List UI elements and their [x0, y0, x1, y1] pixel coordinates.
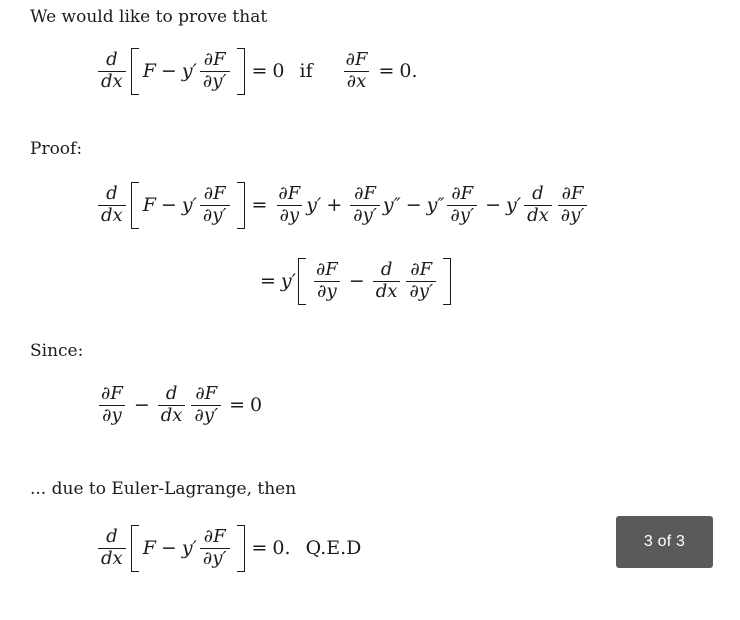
page-counter-badge: 3 of 3	[616, 516, 713, 568]
fraction-dF-dyprime: $\frac{\partial F}{\partial y'}$	[191, 385, 221, 426]
fraction-dF-dyprime: $\frac{\partial F}{\partial y'}$	[200, 185, 230, 226]
bracket-group: $\frac{\partial F}{\partial y}$ − $\frac{d}{dx}$ $\frac{\partial F}{\partial y'}$	[296, 258, 453, 305]
fraction-dF-dy: $\frac{\partial F}{\partial y}$	[101, 383, 123, 426]
fraction-d-dx: $\frac{d}{dx}$	[98, 528, 126, 569]
bracket-left-icon	[298, 258, 306, 305]
equation-conclusion: $\frac{d}{dx}$ F − y′ $\frac{\partial F}{\partial y'}$ = 0. Q.E.D	[0, 525, 366, 572]
bracket-group: F − y′ $\frac{\partial F}{\partial y'}$	[129, 48, 247, 95]
equation-derivation-line2: = y′ $\frac{\partial F}{\partial y}$ − $\frac{d}{dx}$ $\frac{\partial F}{\partial y'}$	[0, 258, 453, 305]
equation-statement: $\frac{d}{dx}$ F − y′ $\frac{\partial F}{\partial y'}$ = 0 if $\frac{\partial F}{\partial x}$ = 0.	[0, 48, 418, 95]
fraction-dF-dyprime: $\frac{\partial F}{\partial y'}$	[200, 51, 230, 92]
fraction-d-dx: $\frac{d}{dx}$	[373, 261, 401, 302]
bracket-group: F − y′ $\frac{\partial F}{\partial y'}$	[129, 182, 247, 229]
fraction-dF-dyprime: $\frac{\partial F}{\partial y'}$	[447, 185, 477, 226]
equation-derivation-line1: $\frac{d}{dx}$ F − y′ $\frac{\partial F}{\partial y'}$ = $\frac{\partial F}{\partial y}$ y′ + $\frac{\partial F}{\partial y'}$ y″ − y″ $\frac{\partial F}{\partial y'}$ − y′ $\frac{d}{dx}$ $\frac{\partial F}{\partial y'}$	[0, 182, 590, 229]
qed-label: Q.E.D	[305, 537, 362, 560]
fraction-dF-dx: $\frac{\partial F}{\partial x}$	[345, 49, 368, 92]
bracket-left-icon	[131, 525, 139, 572]
euler-note-text: ... due to Euler-Lagrange, then	[30, 479, 297, 499]
bracket-group: F − y′ $\frac{\partial F}{\partial y'}$	[129, 525, 247, 572]
fraction-d-dx: $\frac{d}{dx}$	[524, 185, 552, 226]
proof-label: Proof:	[30, 139, 83, 159]
bracket-right-icon	[443, 258, 451, 305]
fraction-dF-dy: $\frac{\partial F}{\partial y}$	[315, 259, 338, 302]
fraction-dF-dyprime: $\frac{\partial F}{\partial y'}$	[406, 261, 436, 302]
bracket-right-icon	[237, 182, 245, 229]
fraction-d-dx: $\frac{d}{dx}$	[98, 51, 126, 92]
fraction-dF-dyprime: $\frac{\partial F}{\partial y'}$	[558, 185, 588, 226]
bracket-right-icon	[237, 525, 245, 572]
bracket-right-icon	[237, 48, 245, 95]
bracket-left-icon	[131, 48, 139, 95]
fraction-d-dx: $\frac{d}{dx}$	[158, 385, 186, 426]
fraction-dF-dyprime: $\frac{\partial F}{\partial y'}$	[350, 185, 380, 226]
fraction-d-dx: $\frac{d}{dx}$	[98, 185, 126, 226]
bracket-left-icon	[131, 182, 139, 229]
fraction-dF-dyprime: $\frac{\partial F}{\partial y'}$	[200, 528, 230, 569]
since-label: Since:	[30, 341, 84, 361]
fraction-dF-dy: $\frac{\partial F}{\partial y}$	[278, 183, 301, 226]
equation-euler-lagrange: $\frac{\partial F}{\partial y}$ − $\frac{d}{dx}$ $\frac{\partial F}{\partial y'}$ = 0	[0, 385, 262, 426]
intro-text: We would like to prove that	[30, 7, 268, 27]
